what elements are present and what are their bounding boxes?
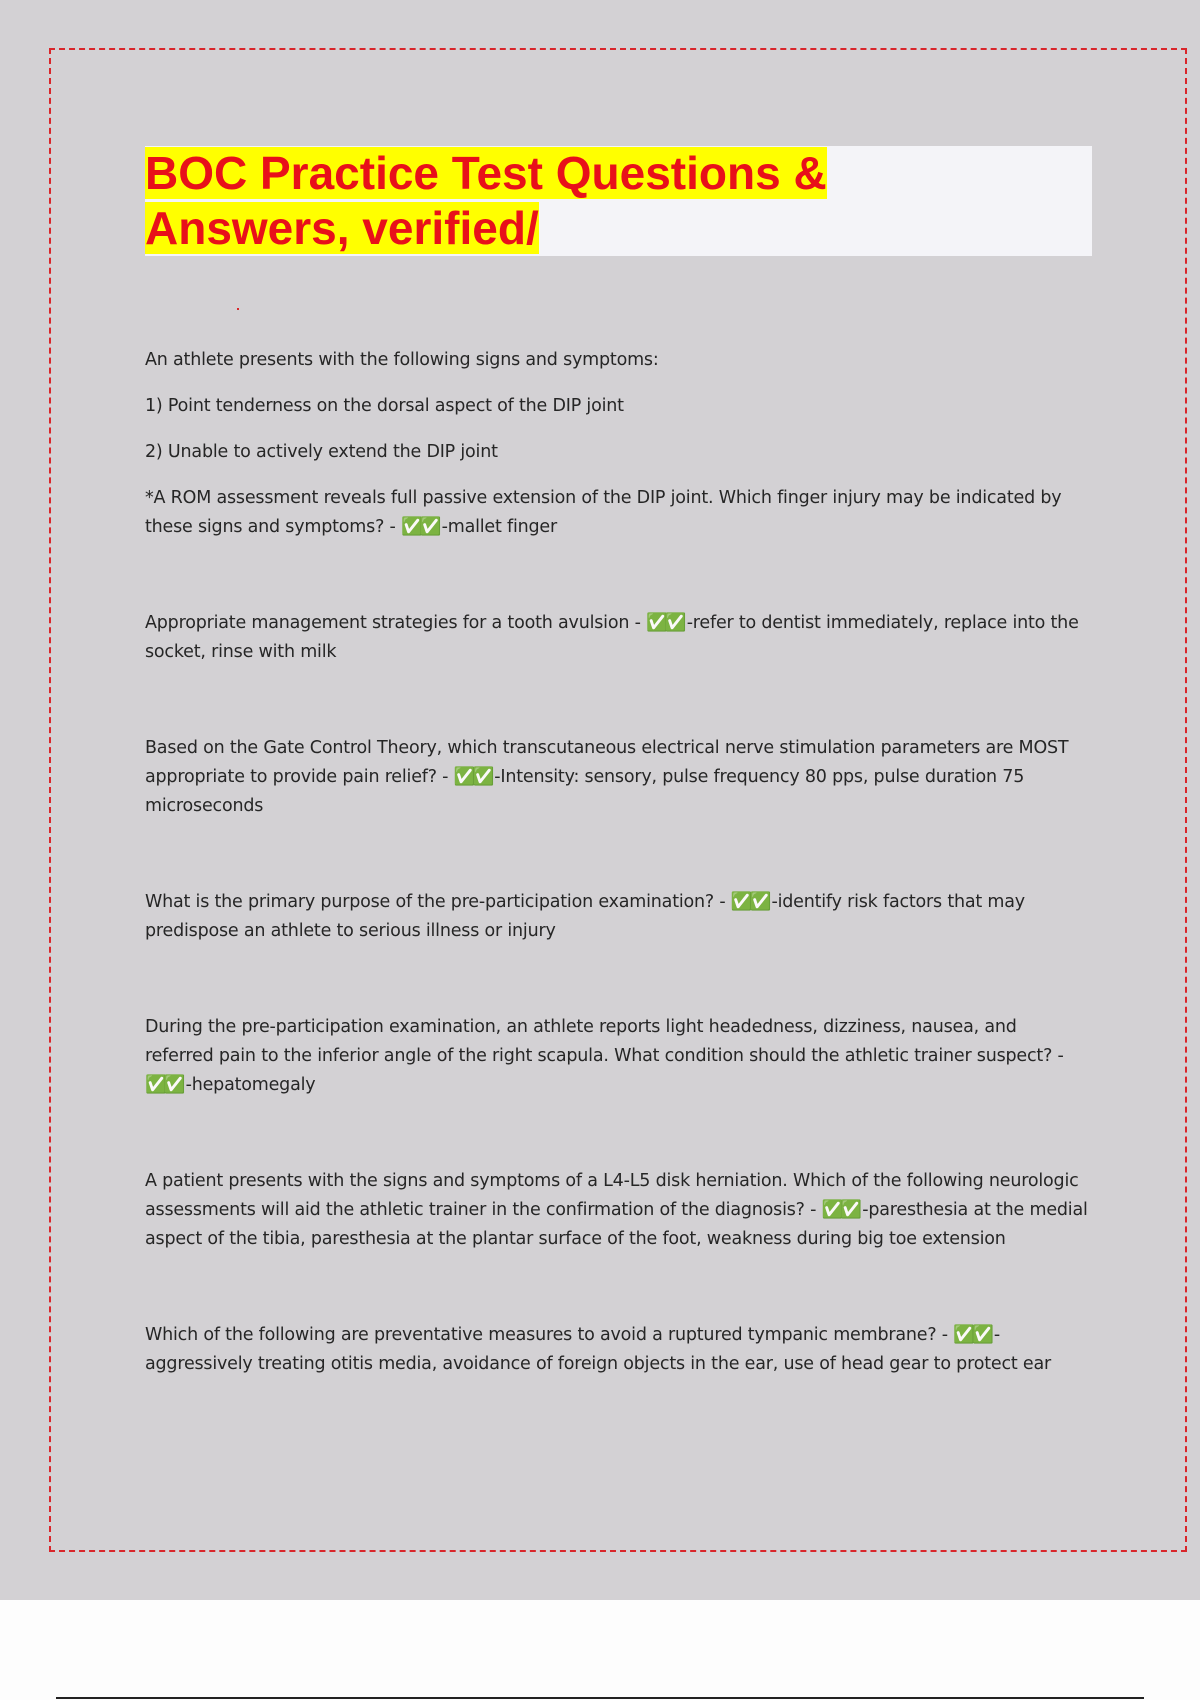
qa-item [145, 734, 1090, 821]
answer-text: -paresthesia at the medial aspect of the tibia, paresthesia at the plantar surface of the foot, weakness during big toe extension [145, 1200, 1088, 1249]
qa-item [145, 1013, 1090, 1100]
question-answer-text [145, 1167, 1090, 1254]
footer-rule [56, 1697, 1144, 1699]
double-check-icon: ✅✅ [730, 892, 769, 912]
question-answer-text [145, 1321, 1090, 1379]
answer-text: -Intensity: sensory, pulse frequency 80 pps, pulse duration 75 microseconds [145, 767, 1025, 816]
question-line: 1) Point tenderness on the dorsal aspect of the DIP joint [145, 396, 624, 416]
question-text: What is the primary purpose of the pre-participation examination? - [145, 892, 726, 912]
question-answer-text [145, 484, 1090, 542]
title-box [145, 146, 1092, 256]
double-check-icon: ✅✅ [953, 1325, 991, 1345]
question-line: 2) Unable to actively extend the DIP joint [145, 442, 498, 462]
answer-text: -refer to dentist immediately, replace into the socket, rinse with milk [145, 613, 1079, 662]
answer-text: -mallet finger [441, 517, 557, 537]
answer-text: -aggressively treating otitis media, avoidance of foreign objects in the ear, use of head gear to protect ear [145, 1325, 1051, 1374]
title-line-1: BOC Practice Test Questions & [145, 147, 827, 199]
answer-text: -identify risk factors that may predispose an athlete to serious illness or injury [145, 892, 1025, 941]
qa-item [145, 346, 1090, 542]
double-check-icon: ✅✅ [646, 613, 684, 633]
question-answer-text [145, 1013, 1090, 1100]
double-check-icon: ✅✅ [145, 1075, 183, 1095]
qa-item [145, 888, 1090, 946]
qa-item [145, 609, 1090, 667]
question-intro [145, 346, 1090, 467]
question-answer-text [145, 609, 1090, 667]
question-text: Appropriate management strategies for a tooth avulsion - [145, 613, 641, 633]
qa-item [145, 1167, 1090, 1254]
qa-content [145, 346, 1090, 1379]
question-text: A patient presents with the signs and symptoms of a L4-L5 disk herniation. Which of the following neurologic assessments will aid the athletic trainer in the confirmation of the diagnosis? - [145, 1171, 1079, 1220]
stray-mark [237, 308, 239, 310]
title-line-2: Answers, verified/ [145, 202, 539, 254]
question-text: Which of the following are preventative measures to avoid a ruptured tympanic membrane? - [145, 1325, 948, 1345]
document-title [145, 146, 1092, 256]
double-check-icon: ✅✅ [401, 517, 439, 537]
question-answer-text [145, 888, 1090, 946]
qa-item [145, 1321, 1090, 1379]
question-text: *A ROM assessment reveals full passive extension of the DIP joint. Which finger injury may be indicated by these signs and symptoms? - [145, 488, 1062, 537]
answer-text: -hepatomegaly [185, 1075, 316, 1095]
question-text: During the pre-participation examination, an athlete reports light headedness, dizziness, nausea, and referred pain to the inferior angle of the right scapula. What condition should the athletic trainer suspect? - [145, 1017, 1064, 1066]
double-check-icon: ✅✅ [821, 1200, 860, 1220]
question-line: An athlete presents with the following signs and symptoms: [145, 350, 659, 370]
question-text: Based on the Gate Control Theory, which transcutaneous electrical nerve stimulation parameters are MOST appropriate to provide pain relief? - [145, 738, 1069, 787]
double-check-icon: ✅✅ [453, 767, 492, 787]
question-answer-text [145, 734, 1090, 821]
